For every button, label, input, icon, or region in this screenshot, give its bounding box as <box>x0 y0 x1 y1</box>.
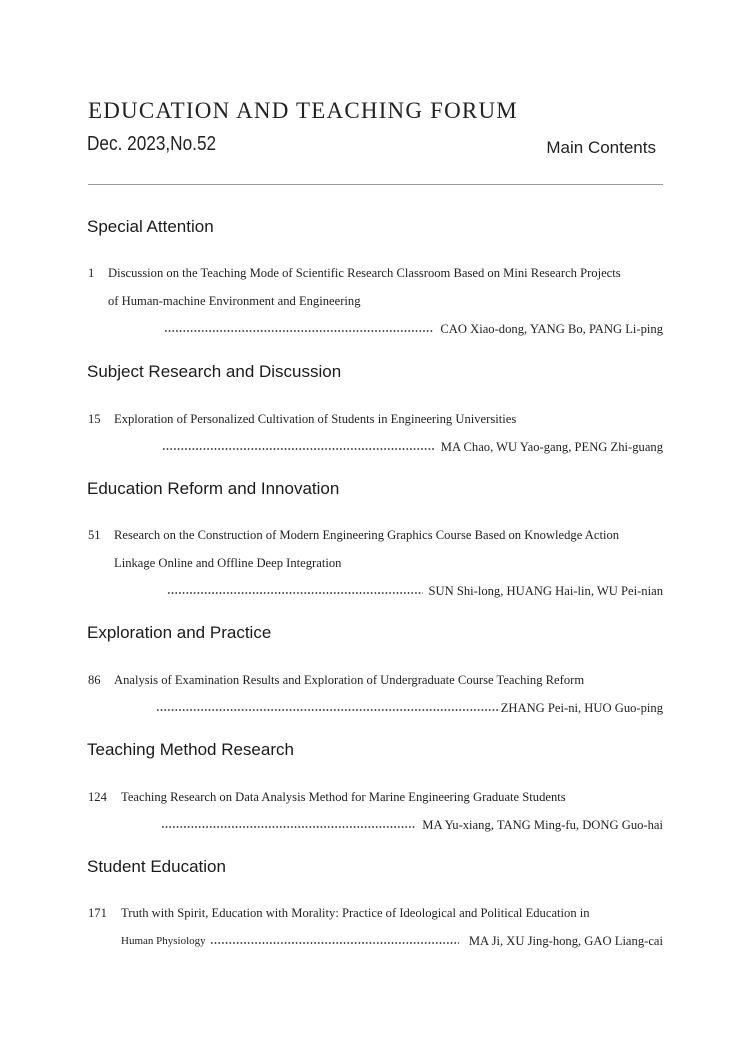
contents-label: Main Contents <box>546 138 656 157</box>
toc-entry-authors <box>161 815 663 835</box>
article-title: Teaching Research on Data Analysis Method for Marine Engineering Graduate Students <box>121 790 566 804</box>
section-title-education-reform: Education Reform and Innovation <box>87 479 340 498</box>
header-divider <box>88 184 663 185</box>
article-authors: ZHANG Pei-ni, HUO Guo-ping <box>500 701 663 715</box>
toc-entry-authors <box>121 931 663 951</box>
article-authors: SUN Shi-long, HUANG Hai-lin, WU Pei-nian <box>428 584 663 598</box>
section-title-student-education: Student Education <box>87 857 226 876</box>
dot-leader <box>210 942 459 944</box>
page-number: 171 <box>88 906 107 920</box>
toc-entry-title[interactable] <box>88 670 663 690</box>
toc-entry-authors <box>156 698 663 718</box>
article-title: Truth with Spirit, Education with Morality: Practice of Ideological and Political Education in <box>121 906 590 920</box>
page-number: 1 <box>88 266 95 280</box>
toc-entry-authors <box>167 581 664 601</box>
article-title: Analysis of Examination Results and Exploration of Undergraduate Course Teaching Reform <box>114 673 585 687</box>
toc-entry-title[interactable] <box>88 263 663 283</box>
toc-entry-title[interactable] <box>88 409 663 429</box>
article-authors: MA Chao, WU Yao-gang, PENG Zhi-guang <box>440 440 663 454</box>
toc-entry-title[interactable] <box>88 787 663 807</box>
article-title: Exploration of Personalized Cultivation of Students in Engineering Universities <box>114 412 517 426</box>
journal-title: EDUCATION AND TEACHING FORUM <box>88 98 518 123</box>
issue-date: Dec. 2023,No.52 <box>87 133 217 155</box>
article-title-continued: Linkage Online and Offline Deep Integration <box>114 556 342 570</box>
toc-entry-title[interactable] <box>88 903 663 923</box>
article-title-continued: Human Physiology <box>121 935 206 947</box>
dot-leader <box>167 592 423 594</box>
section-title-special-attention: Special Attention <box>87 217 214 236</box>
article-title-continued: of Human-machine Environment and Engineering <box>108 294 361 308</box>
dot-leader <box>156 709 500 711</box>
page-number: 51 <box>88 528 101 542</box>
page-number: 124 <box>88 790 107 804</box>
page-number: 15 <box>88 412 101 426</box>
section-title-teaching-method: Teaching Method Research <box>87 740 294 759</box>
dot-leader <box>164 330 434 332</box>
page-number: 86 <box>88 673 101 687</box>
article-title: Discussion on the Teaching Mode of Scientific Research Classroom Based on Mini Research Projects <box>108 266 621 280</box>
dot-leader <box>161 826 416 828</box>
section-title-exploration-practice: Exploration and Practice <box>87 623 272 642</box>
section-title-subject-research: Subject Research and Discussion <box>87 362 342 381</box>
dot-leader <box>162 448 435 450</box>
article-authors: CAO Xiao-dong, YANG Bo, PANG Li-ping <box>440 322 663 336</box>
article-authors: MA Ji, XU Jing-hong, GAO Liang-cai <box>468 934 663 948</box>
article-title: Research on the Construction of Modern Engineering Graphics Course Based on Knowledge Action <box>114 528 620 542</box>
toc-entry-title[interactable] <box>88 525 663 545</box>
article-authors: MA Yu-xiang, TANG Ming-fu, DONG Guo-hai <box>422 818 663 832</box>
toc-entry-authors <box>162 437 663 457</box>
toc-entry-authors <box>164 319 663 339</box>
